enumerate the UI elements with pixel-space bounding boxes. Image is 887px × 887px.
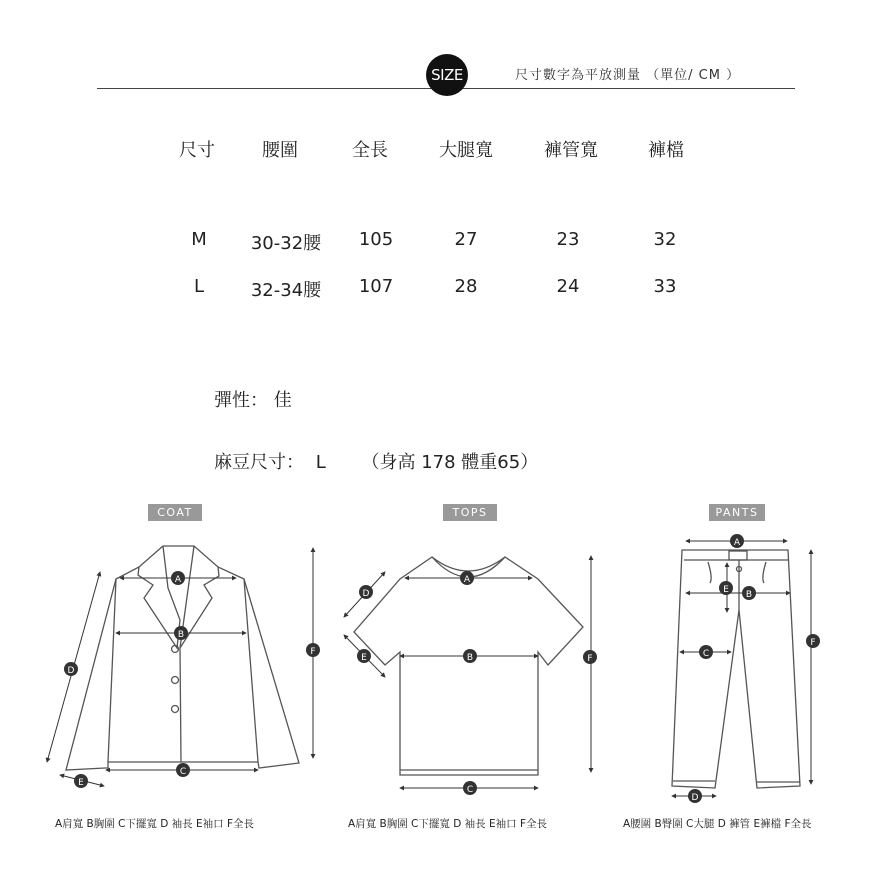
svg-text:D: D (362, 589, 370, 599)
size-badge: SIZE (426, 54, 468, 96)
marker-badge (806, 634, 820, 648)
tops-diagram (354, 557, 583, 775)
model-detail: （身高 178 體重65） (361, 452, 539, 473)
model-label: 麻豆尺寸： (214, 452, 304, 473)
table-cell: 28 (454, 276, 478, 297)
svg-text:C: C (179, 767, 187, 777)
svg-text:A: A (733, 538, 741, 548)
pants-diagram (672, 550, 800, 788)
tops-legend: A肩寬 B胸圍 C下擺寬 D 袖長 E袖口 F全長 (348, 818, 548, 830)
model-size: L (315, 452, 326, 473)
marker-badge (583, 650, 597, 664)
svg-text:F: F (810, 638, 816, 648)
coat-tag: COAT (148, 504, 202, 521)
marker-badge (357, 649, 371, 663)
table-cell: M (191, 229, 207, 250)
marker-badge (742, 586, 756, 600)
table-cell: 33 (653, 276, 677, 297)
svg-text:D: D (67, 666, 75, 676)
table-header-length: 全長 (352, 140, 388, 161)
svg-text:B: B (177, 630, 185, 640)
table-cell: L (193, 276, 205, 297)
marker-badge (719, 581, 733, 595)
svg-text:E: E (361, 653, 367, 663)
marker-badge (463, 781, 477, 795)
elasticity-label: 彈性： (214, 390, 268, 411)
svg-text:D: D (691, 793, 699, 803)
table-header-hem: 褲管寬 (544, 140, 598, 161)
table-header-thigh: 大腿寬 (439, 140, 493, 161)
tops-outline (354, 557, 583, 775)
svg-text:A: A (463, 575, 471, 585)
coat-button (172, 677, 179, 684)
coat-legend: A肩寬 B胸圍 C下擺寬 D 袖長 E袖口 F全長 (55, 818, 255, 830)
unit-note: 尺寸數字為平放測量 （單位/ CM ） (515, 68, 741, 83)
coat-markers (64, 571, 320, 788)
svg-text:A: A (174, 575, 182, 585)
table-header-waist: 腰圍 (262, 140, 298, 161)
svg-text:F: F (310, 647, 316, 657)
table-cell: 32 (653, 229, 677, 250)
tops-measures (344, 556, 591, 788)
svg-text:C: C (466, 785, 474, 795)
elasticity-value: 佳 (273, 390, 292, 411)
table-cell: 30-32腰 (250, 233, 322, 254)
tops-tag: TOPS (443, 504, 497, 521)
svg-text:F: F (587, 654, 593, 664)
marker-badge (359, 585, 373, 599)
table-cell: 105 (358, 229, 394, 250)
table-cell: 32-34腰 (250, 280, 322, 301)
marker-badge (463, 649, 477, 663)
svg-text:B: B (745, 590, 753, 600)
pants-tag: PANTS (709, 504, 765, 521)
marker-badge (688, 789, 702, 803)
pants-measures (672, 541, 811, 796)
svg-text:E: E (78, 778, 84, 788)
table-header-rise: 褲檔 (648, 140, 684, 161)
table-cell: 23 (556, 229, 580, 250)
marker-badge (730, 534, 744, 548)
marker-badge (174, 626, 188, 640)
marker-badge (171, 571, 185, 585)
svg-text:E: E (723, 585, 729, 595)
marker-badge (460, 571, 474, 585)
marker-badge (74, 774, 88, 788)
marker-badge (699, 645, 713, 659)
marker-badge (64, 662, 78, 676)
pants-legend: A腰圍 B臀圍 C大腿 D 褲管 E褲檔 F全長 (623, 818, 812, 830)
table-cell: 24 (556, 276, 580, 297)
svg-text:B: B (466, 653, 474, 663)
coat-button (172, 706, 179, 713)
table-cell: 107 (358, 276, 394, 297)
pants-outline (672, 550, 800, 788)
marker-badge (306, 643, 320, 657)
svg-text:C: C (702, 649, 710, 659)
tops-markers (357, 571, 597, 795)
marker-badge (176, 763, 190, 777)
table-header-size: 尺寸 (179, 140, 215, 161)
table-cell: 27 (454, 229, 478, 250)
